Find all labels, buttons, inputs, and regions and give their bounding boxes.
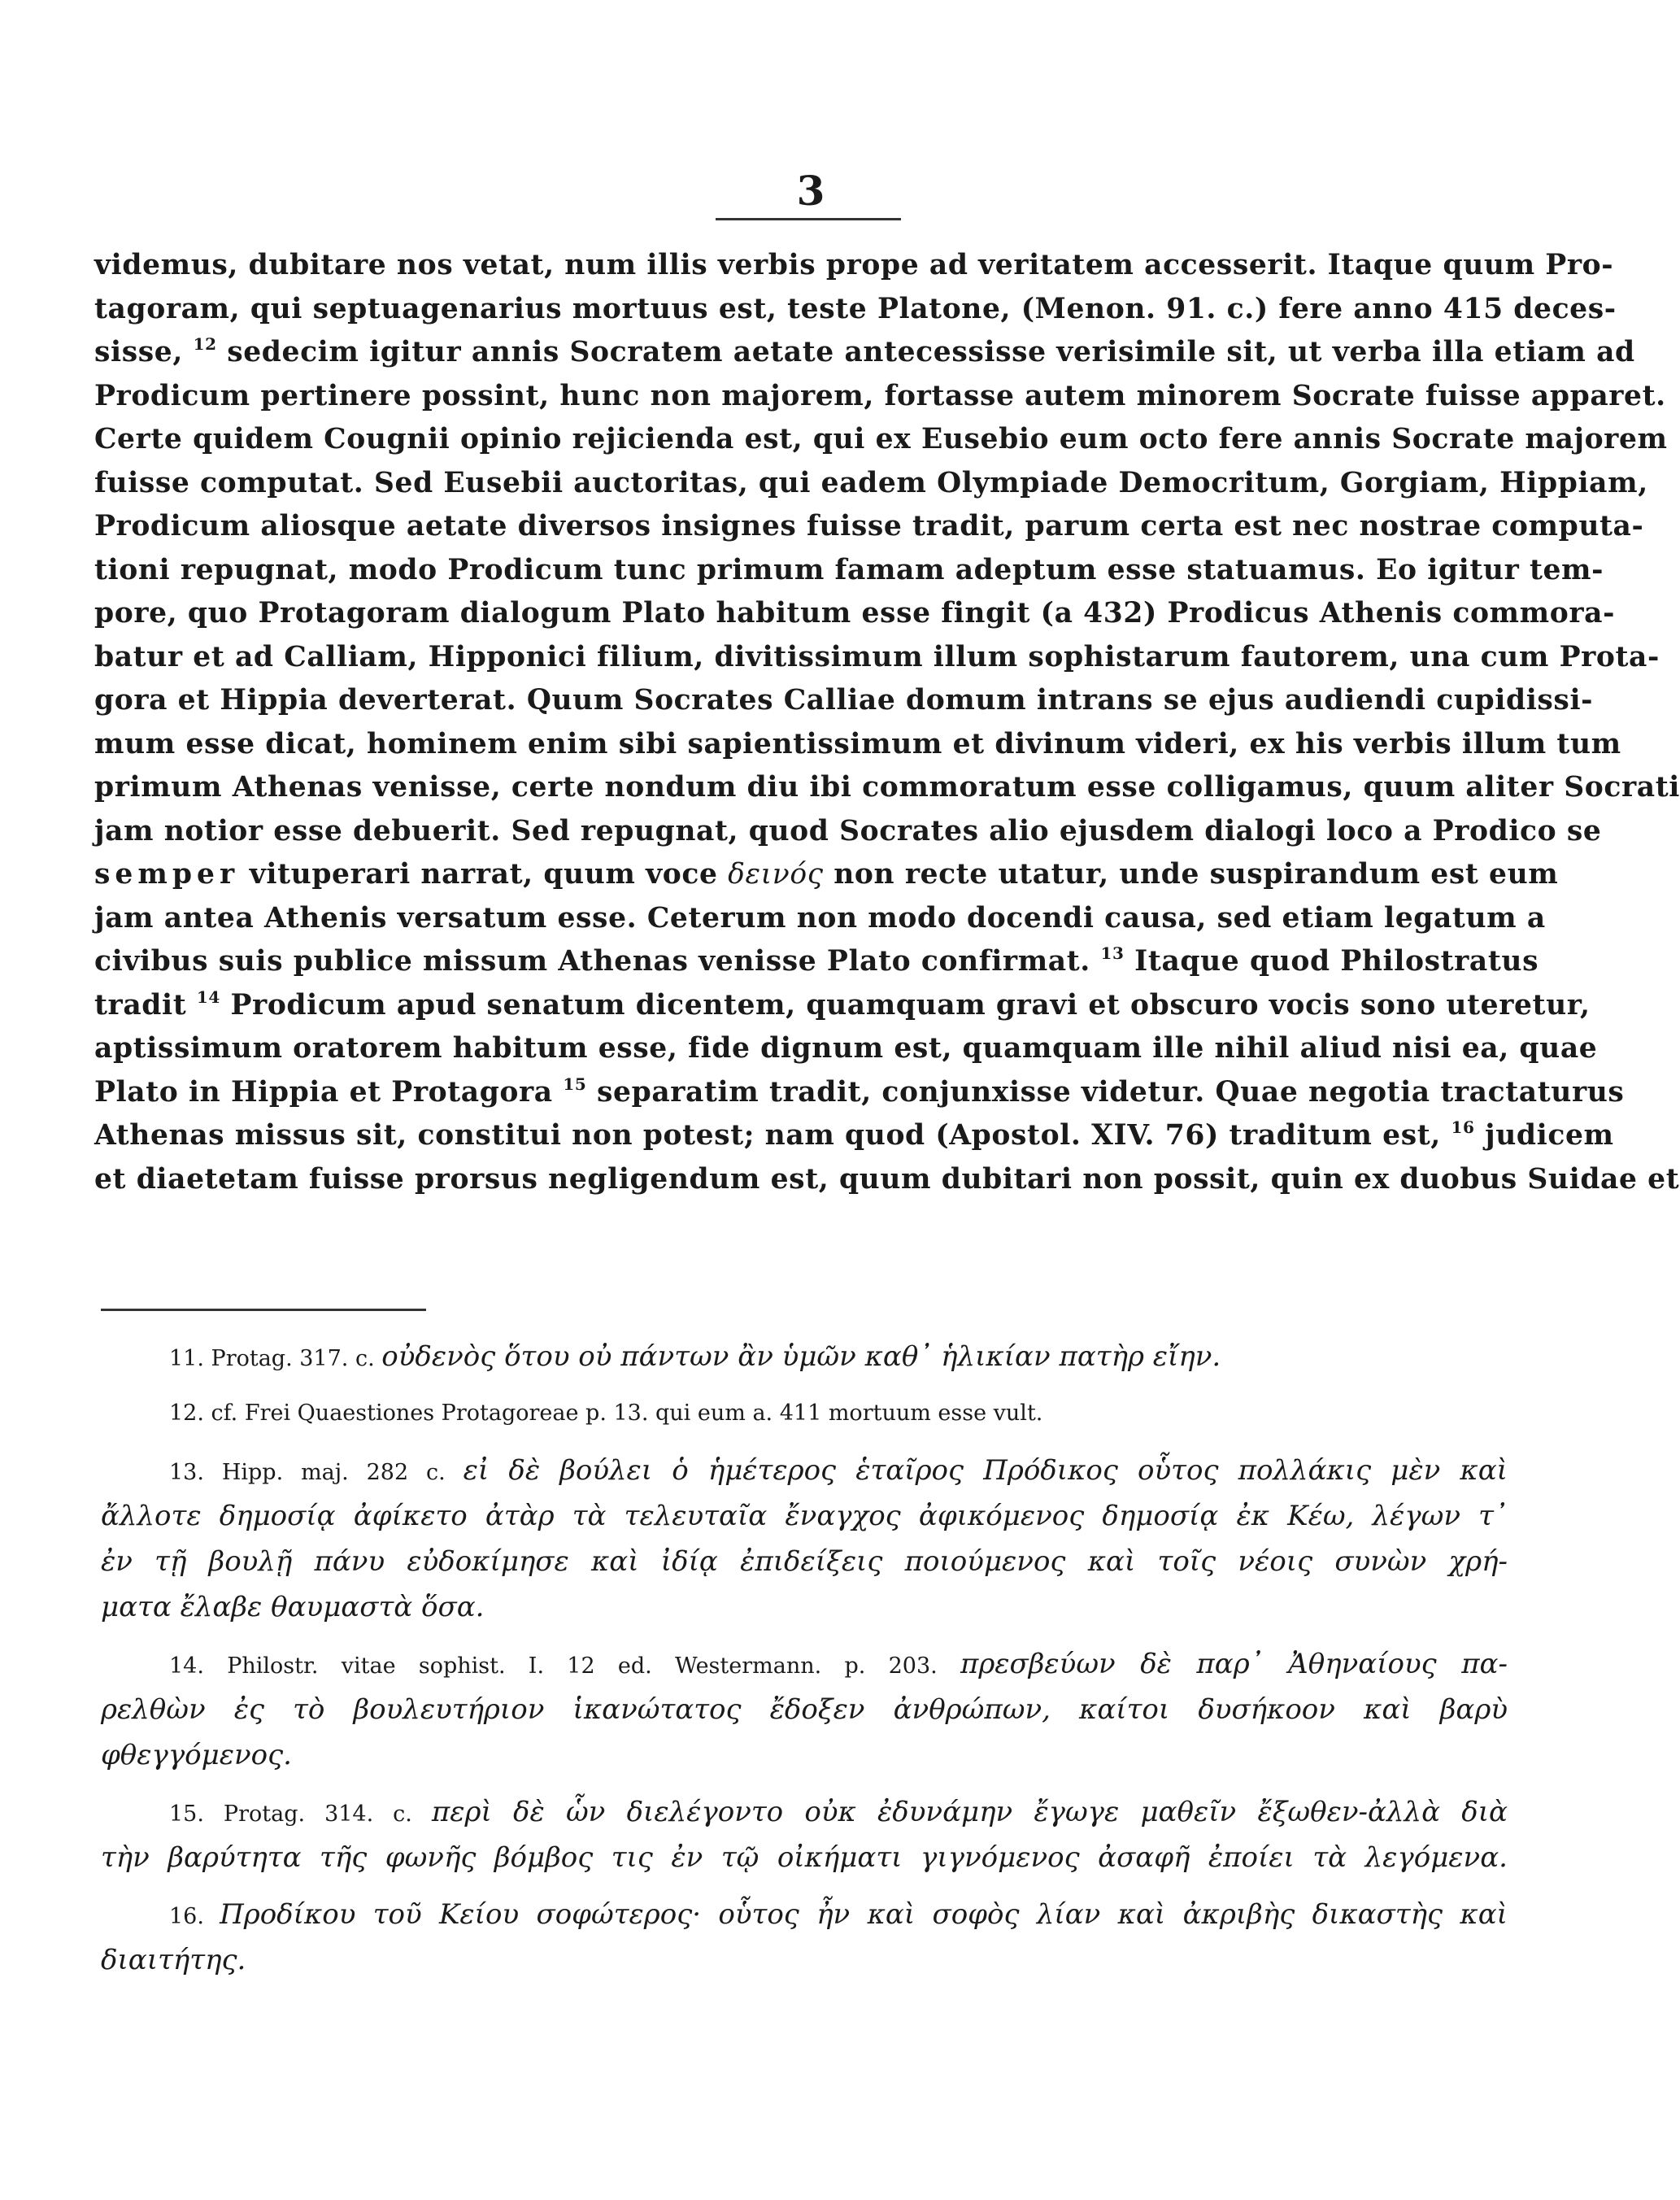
spaced-text: semper [94, 858, 240, 891]
footnote-line [101, 1937, 1508, 1983]
header-rule [716, 218, 901, 220]
text-run: tioni repugnat, modo Prodicum tunc primum famam adeptum esse statuamus. Eo igitur tem- [94, 553, 1604, 586]
greek-text: ἐν τῇ βουλῇ πάνυ εὐδοκίμησε καὶ ἰδίᾳ ἐπιδείξεις ποιούμενος καὶ τοῖς νέοις συνὼν χρή- [101, 1545, 1508, 1578]
text-run: jam antea Athenis versatum esse. Ceterum non modo docendi causa, sed etiam legatum a [94, 901, 1546, 934]
footnote-text: 11. Protag. 317. c. [169, 1346, 382, 1371]
body-line [94, 549, 1604, 593]
text-run: Athenas missus sit, constitui non potest; nam quod (Apostol. XIV. 76) traditum est, [94, 1119, 1452, 1152]
text-run: videmus, dubitare nos vetat, num illis verbis prope ad veritatem accesserit. Itaque quum Pro- [94, 249, 1614, 281]
greek-text: ἄλλοτε δημοσίᾳ ἀφίκετο ἀτὰρ τὰ τελευταῖα ἔναγχος ἀφικόμενος δημοσίᾳ ἐκ Κέω, λέγων τ᾽ [101, 1500, 1508, 1532]
body-line [94, 897, 1546, 941]
greek-text: δεινός [728, 858, 824, 891]
footnote-line [101, 1732, 1508, 1778]
body-line [94, 723, 1621, 767]
footnote-13 [101, 1448, 1508, 1630]
body-line [94, 1071, 1625, 1115]
footnote-line [101, 1789, 1508, 1835]
footnote-line [101, 1493, 1508, 1539]
footnote-line [101, 1584, 1508, 1630]
footnote-text: 15. Protag. 314. c. [169, 1801, 432, 1827]
text-run: judicem [1474, 1119, 1614, 1152]
footnote-ref: 15 [563, 1074, 587, 1094]
text-run: tradit [94, 988, 197, 1022]
text-run: aptissimum oratorem habitum esse, fide dignum est, quamquam ille nihil aliud nisi ea, quae [94, 1032, 1598, 1065]
footnotes [101, 1334, 1508, 1994]
body-line [94, 636, 1660, 680]
body-line [94, 418, 1668, 462]
footnote-text: 12. cf. Frei Quaestiones Protagoreae p. 13. qui eum a. 411 mortuum esse vult. [169, 1401, 1043, 1426]
body-line [94, 592, 1616, 636]
body-line [94, 679, 1594, 723]
footnote-16 [101, 1892, 1508, 1983]
text-run: non recte utatur, unde suspirandum est eum [823, 858, 1559, 891]
footnote-15 [101, 1789, 1508, 1880]
footnote-line [101, 1641, 1508, 1687]
text-run: sedecim igitur annis Socratem aetate antecessisse verisimile sit, ut verba illa etiam ad [216, 336, 1635, 368]
text-run: primum Athenas venisse, certe nondum diu ibi commoratum esse colligamus, quum aliter Socrati [94, 771, 1680, 804]
footnote-line [101, 1687, 1508, 1732]
body-line [94, 331, 1635, 375]
body-line [94, 375, 1666, 419]
body-line [94, 984, 1591, 1028]
body-line [94, 810, 1602, 854]
text-run: mum esse dicat, hominem enim sibi sapientissimum et divinum videri, ex his verbis illum tum [94, 727, 1621, 760]
text-run: Itaque quod Philostratus [1124, 945, 1539, 978]
page-number: 3 [796, 167, 825, 215]
greek-text: ματα ἔλαβε θαυμαστὰ ὅσα. [101, 1591, 485, 1623]
text-run: Certe quidem Cougnii opinio rejicienda est, qui ex Eusebio eum octo fere annis Socrate majorem [94, 423, 1668, 455]
footnote-text: 14. Philostr. vitae sophist. I. 12 ed. Westermann. p. 203. [169, 1653, 960, 1679]
body-line [94, 462, 1648, 506]
body-line [94, 853, 1559, 897]
greek-text: περὶ δὲ ὧν διελέγοντο οὐκ ἐδυνάμην ἔγωγε μαθεῖν ἔξωθεν-ἀλλὰ διὰ [431, 1796, 1508, 1828]
text-run: vituperari narrat, quum voce [239, 858, 729, 891]
text-run: sisse, [94, 336, 194, 368]
body-line [94, 288, 1617, 332]
footnote-14 [101, 1641, 1508, 1778]
text-run: et diaetetam fuisse prorsus negligendum est, quum dubitari non possit, quin ex duobus Suidae et [94, 1162, 1680, 1196]
text-run: Prodicum pertinere possint, hunc non majorem, fortasse autem minorem Socrate fuisse apparet. [94, 379, 1666, 412]
greek-text: πρεσβεύων δὲ παρ᾽ Ἀθηναίους πα- [960, 1648, 1508, 1680]
footnote-12 [101, 1391, 1508, 1436]
footnote-line [101, 1835, 1508, 1880]
greek-text: ρελθὼν ἐς τὸ βουλευτήριον ἱκανώτατος ἔδοξεν ἀνθρώπων, καίτοι δυσήκοον καὶ βαρὺ [101, 1693, 1508, 1726]
text-run: batur et ad Calliam, Hipponici filium, divitissimum illum sophistarum fautorem, una cum Prota- [94, 640, 1660, 673]
body-line [94, 244, 1614, 288]
text-run: jam notior esse debuerit. Sed repugnat, quod Socrates alio ejusdem dialogi loco a Prodico se [94, 814, 1602, 847]
footnote-text: 13. Hipp. maj. 282 c. [169, 1460, 464, 1485]
footnote-line [101, 1334, 1508, 1379]
text-run: separatim tradit, conjunxisse videtur. Quae negotia tractaturus [586, 1075, 1625, 1109]
text-run: pore, quo Protagoram dialogum Plato habitum esse fingit (a 432) Prodicus Athenis commora- [94, 597, 1616, 630]
body-line [94, 940, 1539, 984]
footnote-line [101, 1539, 1508, 1584]
text-run: fuisse computat. Sed Eusebii auctoritas, qui eadem Olympiade Democritum, Gorgiam, Hippiam, [94, 466, 1648, 499]
body-text [94, 244, 1680, 1201]
body-line [94, 505, 1644, 549]
body-line [94, 1027, 1598, 1071]
text-run: tagoram, qui septuagenarius mortuus est, teste Platone, (Menon. 91. c.) fere anno 415 deces- [94, 292, 1617, 325]
body-line [94, 1114, 1614, 1158]
footnote-ref: 13 [1100, 943, 1125, 963]
body-line [94, 766, 1680, 810]
body-line [94, 1158, 1680, 1202]
greek-text: οὐδενὸς ὅτου οὐ πάντων ἂν ὑμῶν καθ᾽ ἡλικίαν πατὴρ εἴην. [381, 1340, 1221, 1373]
greek-text: εἰ δὲ βούλει ὁ ἡμέτερος ἑταῖρος Πρόδικος οὗτος πολλάκις μὲν καὶ [463, 1454, 1508, 1487]
footnote-11 [101, 1334, 1508, 1379]
text-run: gora et Hippia deverterat. Quum Socrates Calliae domum intrans se ejus audiendi cupidissi- [94, 684, 1594, 717]
greek-text: Προδίκου τοῦ Κείου σοφώτερος· οὗτος ἦν καὶ σοφὸς λίαν καὶ ἀκριβὴς δικαστὴς καὶ [220, 1898, 1508, 1931]
text-run: Plato in Hippia et Protagora [94, 1075, 564, 1109]
footnote-line [101, 1448, 1508, 1493]
greek-text: φθεγγόμενος. [101, 1739, 292, 1771]
footnote-ref: 14 [196, 987, 220, 1007]
text-run: Prodicum aliosque aetate diversos insignes fuisse tradit, parum certa est nec nostrae computa- [94, 510, 1644, 542]
footnote-rule [101, 1309, 426, 1311]
greek-text: διαιτήτης. [101, 1944, 246, 1976]
footnote-line [101, 1892, 1508, 1937]
footnote-line [101, 1391, 1508, 1436]
footnote-text: 16. [169, 1904, 220, 1929]
footnote-ref: 12 [193, 334, 217, 354]
text-run: Prodicum apud senatum dicentem, quamquam gravi et obscuro vocis sono uteretur, [220, 988, 1591, 1022]
text-run: civibus suis publice missum Athenas venisse Plato confirmat. [94, 945, 1101, 978]
footnote-ref: 16 [1451, 1117, 1475, 1137]
greek-text: τὴν βαρύτητα τῆς φωνῆς βόμβος τις ἐν τῷ οἰκήματι γιγνόμενος ἀσαφῆ ἐποίει τὰ λεγόμενα. [101, 1841, 1508, 1874]
